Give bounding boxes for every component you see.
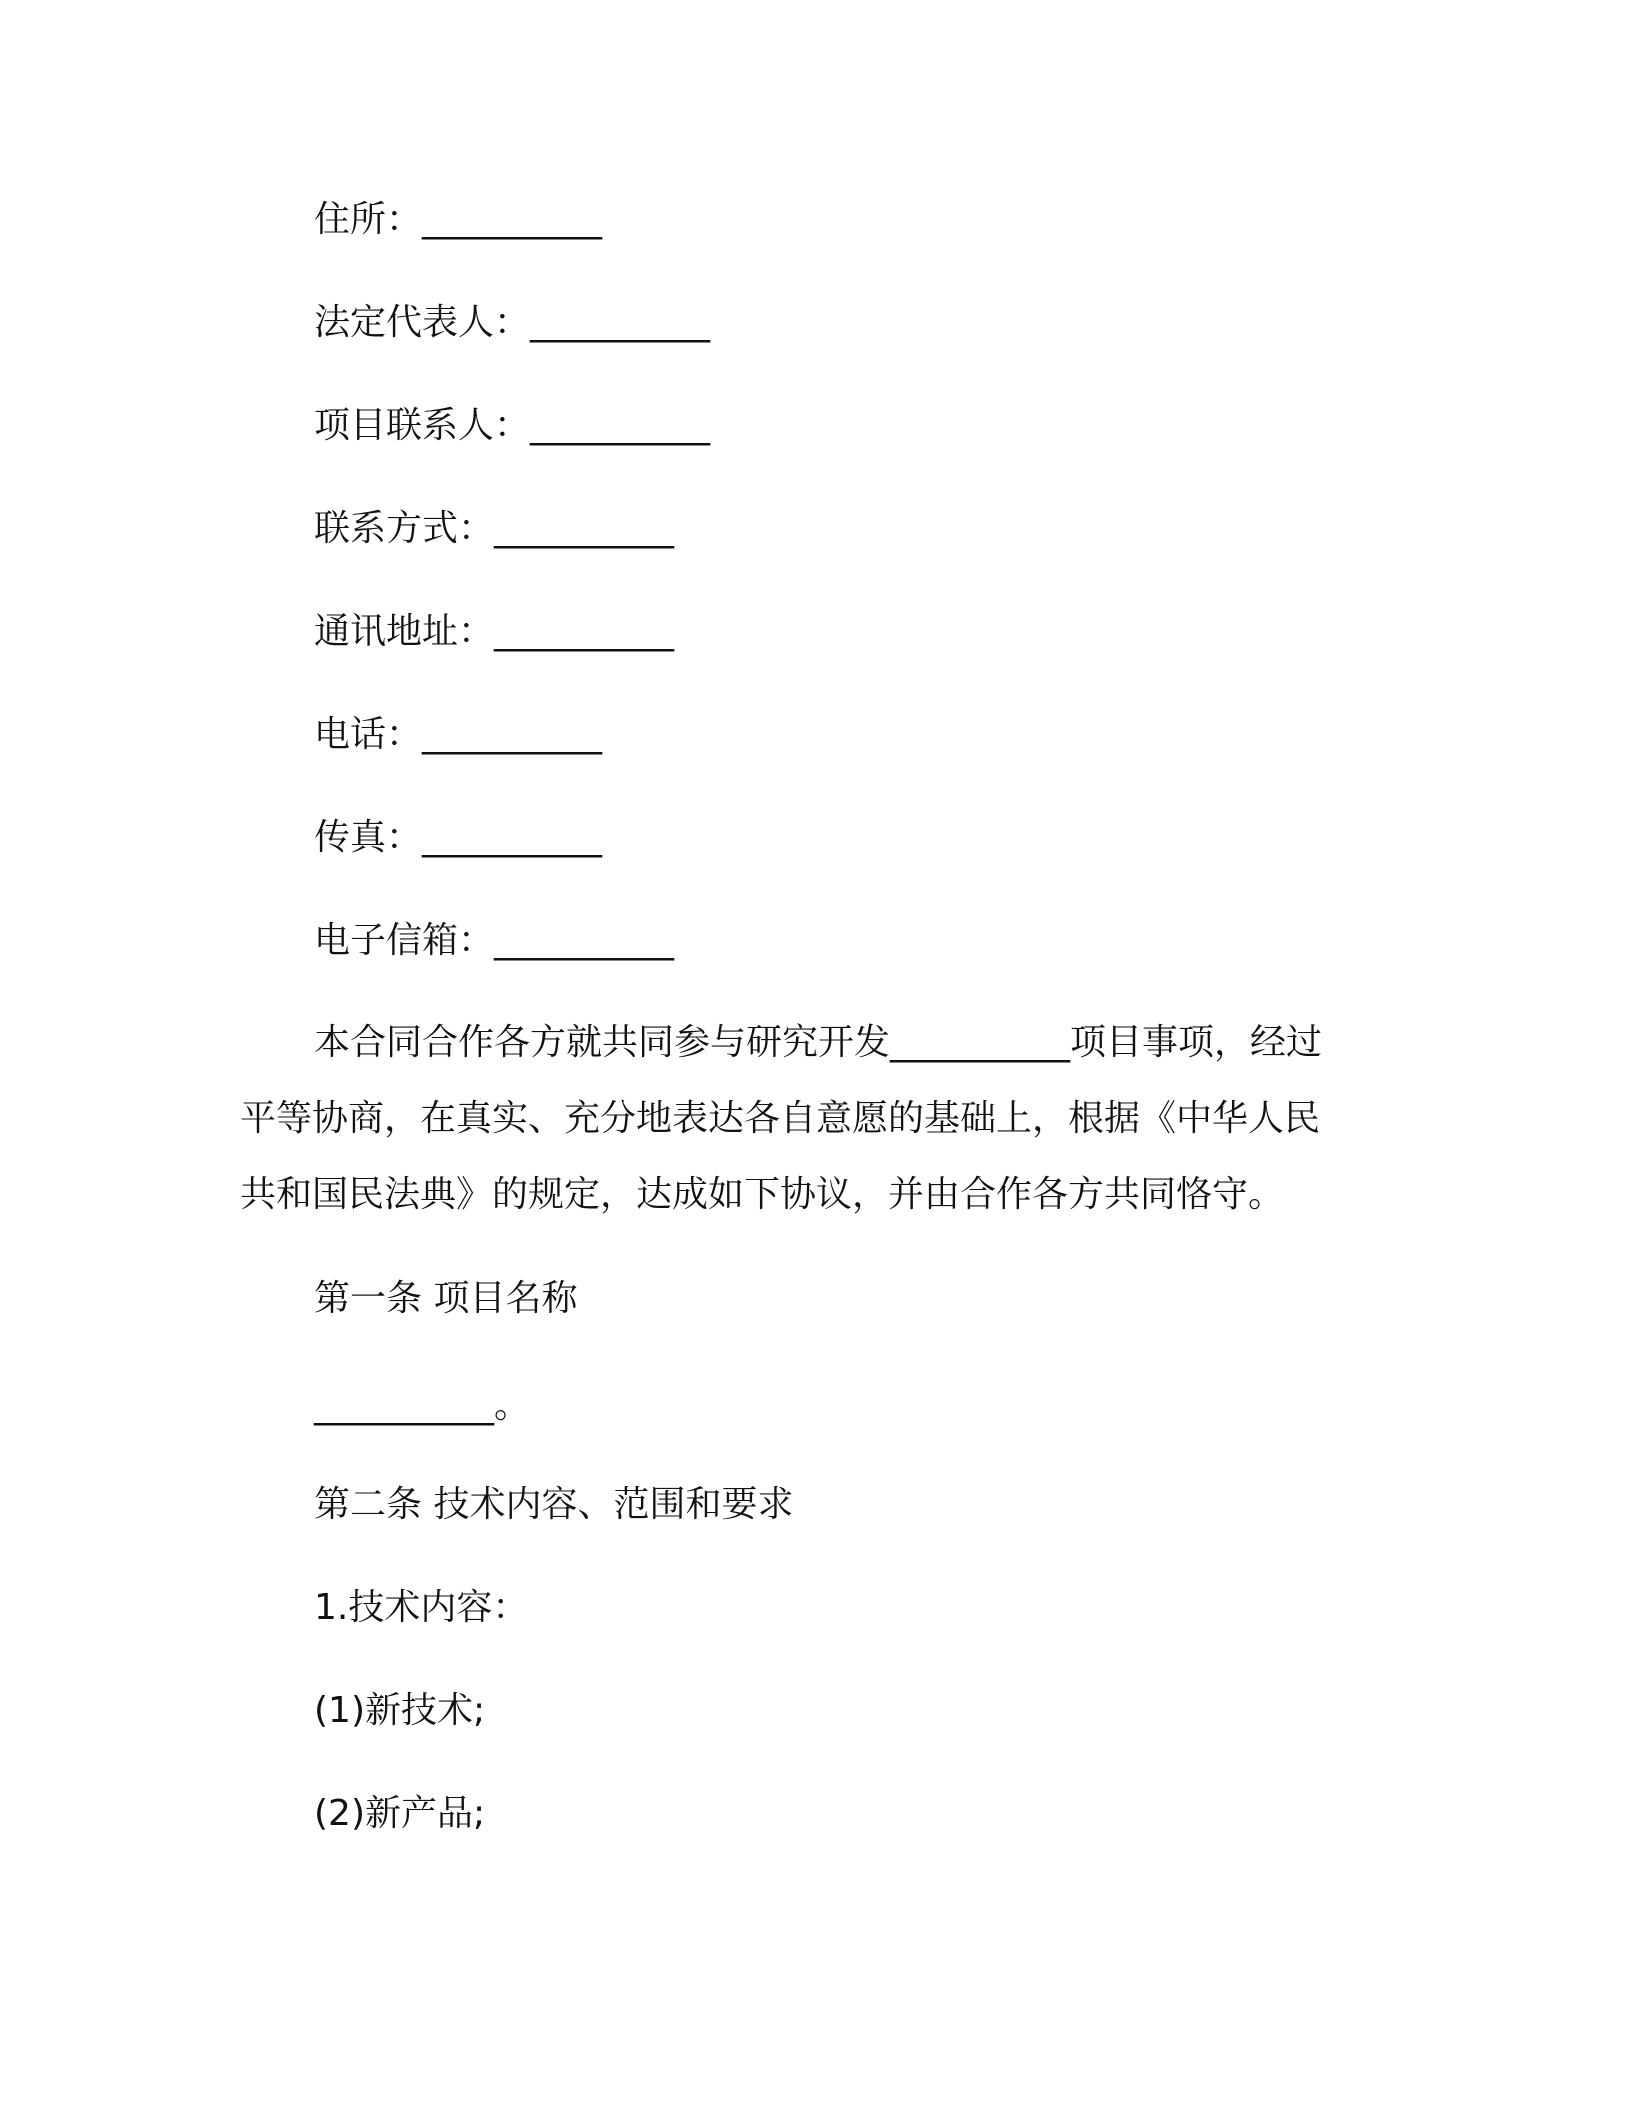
field-blank: __________ bbox=[494, 920, 675, 961]
field-label: 电子信箱： bbox=[314, 920, 495, 961]
field-contact-method bbox=[314, 505, 674, 553]
article-2-heading: 第二条 技术内容、范围和要求 bbox=[314, 1484, 794, 1525]
field-email bbox=[314, 917, 674, 965]
field-label: 项目联系人： bbox=[314, 405, 531, 446]
field-label: 住所： bbox=[314, 199, 423, 240]
field-legal-representative bbox=[314, 299, 710, 347]
field-label: 传真： bbox=[314, 817, 423, 858]
field-blank: __________ bbox=[422, 199, 603, 240]
article-2-item-title: 1.技术内容： bbox=[314, 1587, 529, 1628]
field-blank: __________ bbox=[494, 611, 675, 652]
field-label: 通讯地址： bbox=[314, 611, 495, 652]
field-fax bbox=[314, 814, 602, 862]
field-label: 电话： bbox=[314, 714, 423, 755]
field-blank: __________ bbox=[494, 508, 675, 549]
preamble-line-2: 平等协商，在真实、充分地表达各自意愿的基础上，根据《中华人民 bbox=[240, 1098, 1321, 1139]
field-mailing-address bbox=[314, 608, 674, 656]
field-blank: __________ bbox=[422, 714, 603, 755]
field-project-contact bbox=[314, 402, 710, 450]
field-blank: __________ bbox=[530, 302, 711, 343]
field-label: 联系方式： bbox=[314, 508, 495, 549]
article-1-content: __________。 bbox=[314, 1385, 531, 1426]
preamble-line-3: 共和国民法典》的规定，达成如下协议，并由合作各方共同恪守。 bbox=[240, 1174, 1285, 1215]
list-item: (1)新技术; bbox=[314, 1690, 486, 1731]
list-item: (2)新产品; bbox=[314, 1793, 486, 1834]
field-blank: __________ bbox=[530, 405, 711, 446]
field-phone bbox=[314, 711, 602, 759]
preamble-line-1: 本合同合作各方就共同参与研究开发__________项目事项，经过 bbox=[314, 1022, 1323, 1063]
field-residence bbox=[314, 196, 602, 244]
field-label: 法定代表人： bbox=[314, 302, 531, 343]
field-blank: __________ bbox=[422, 817, 603, 858]
article-1-heading: 第一条 项目名称 bbox=[314, 1278, 578, 1319]
